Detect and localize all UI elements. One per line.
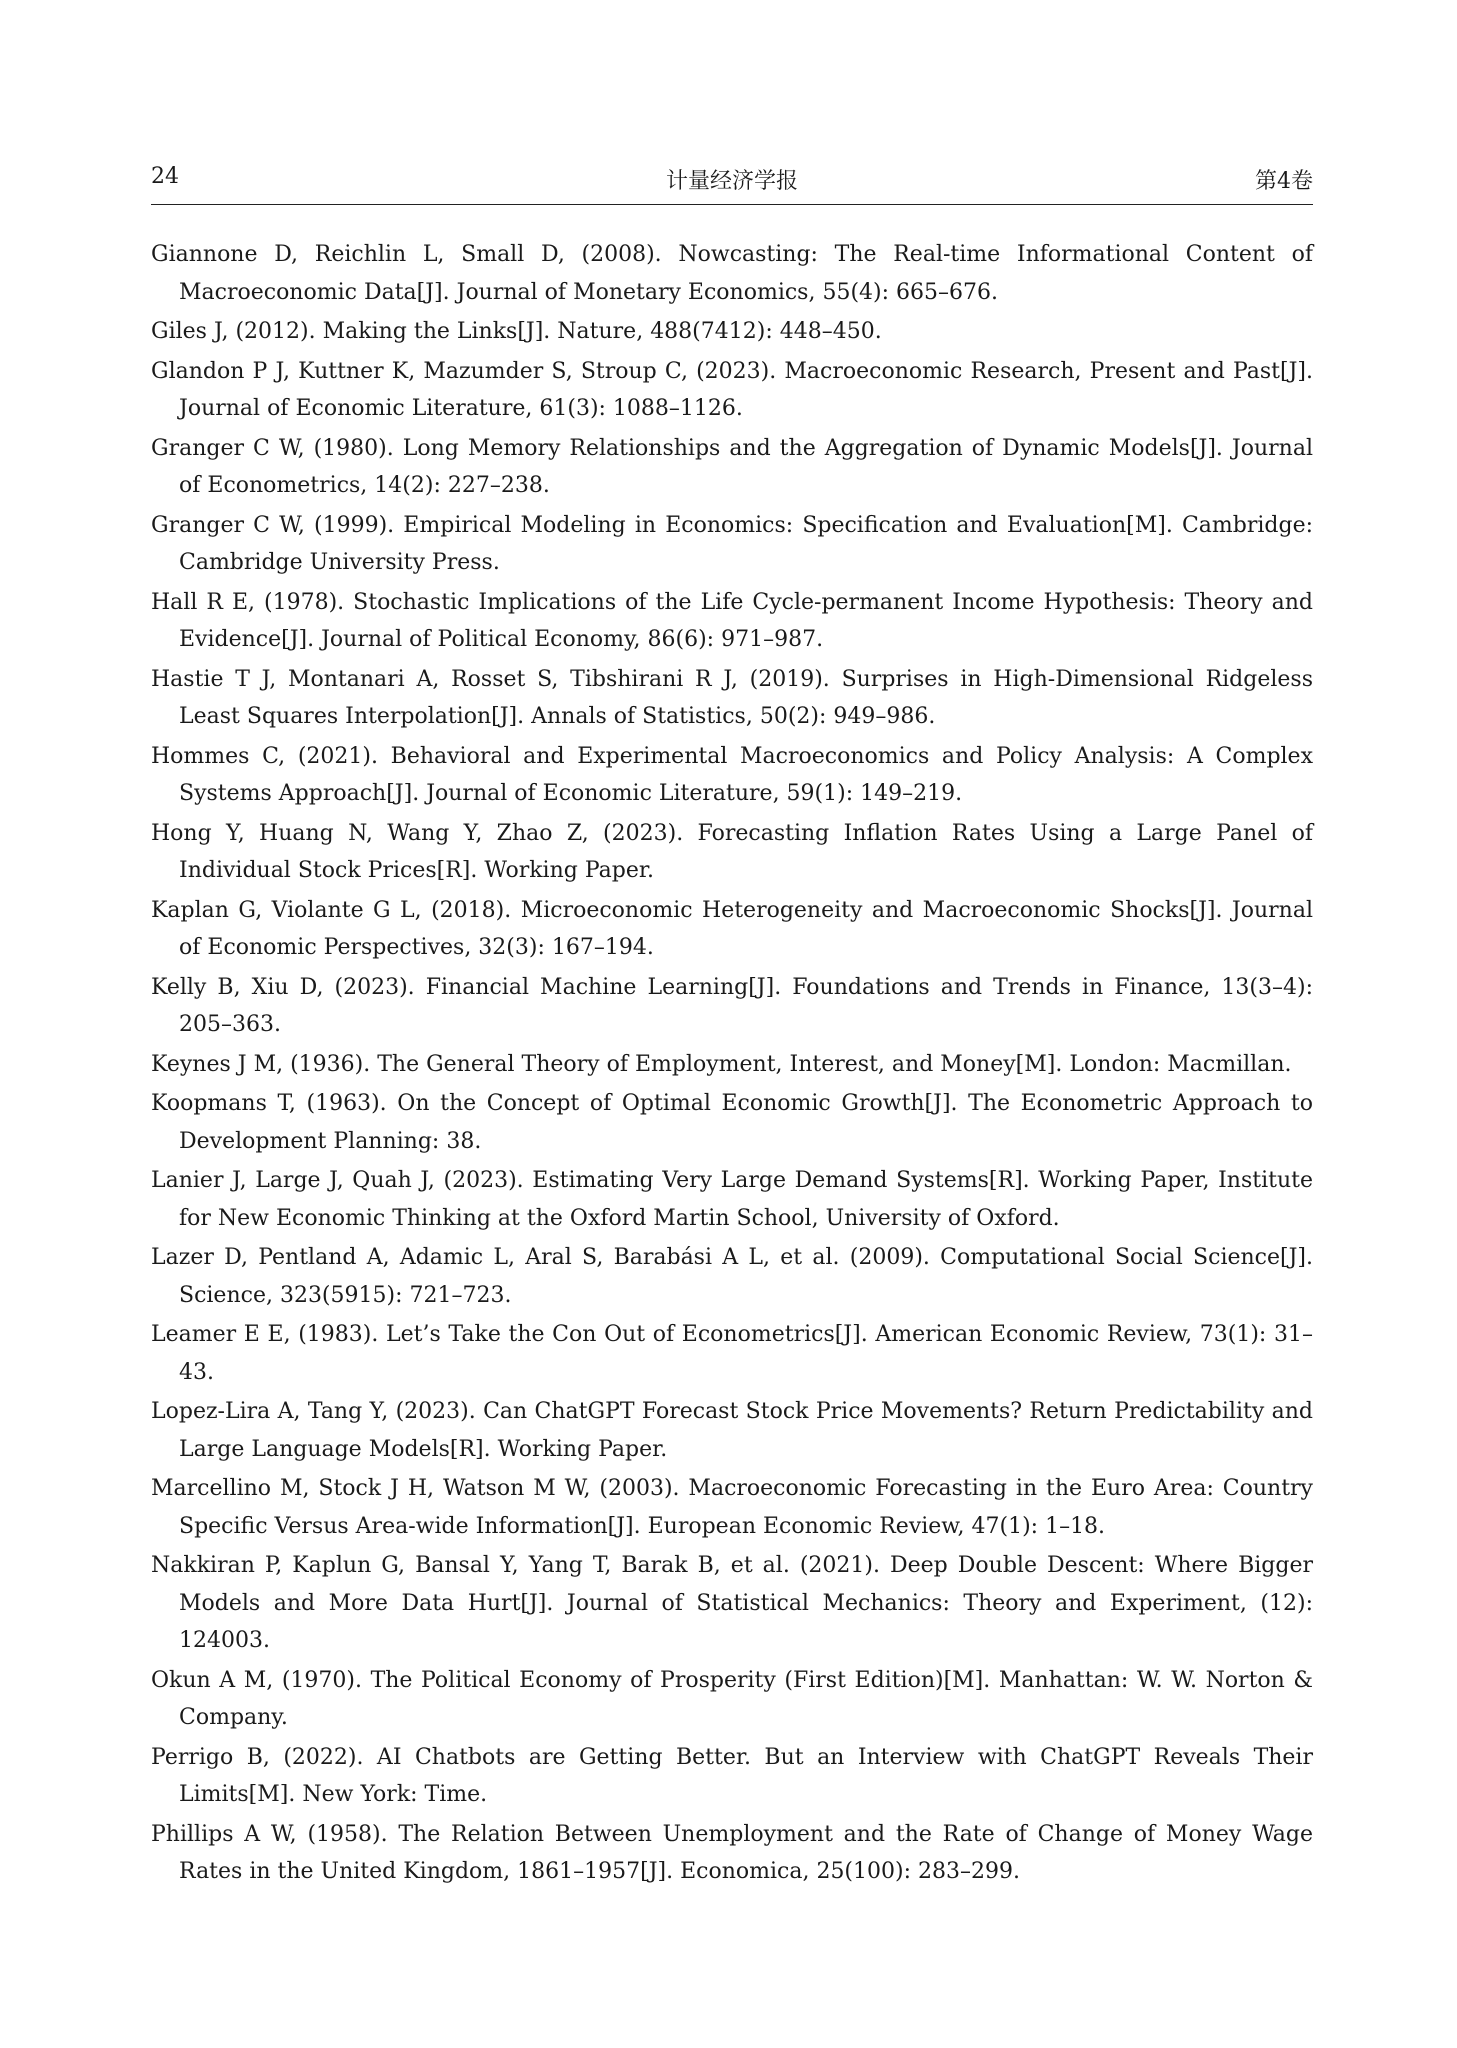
reference-item: Leamer E E, (1983). Let’s Take the Con Out of Econometrics[J]. American Economic Review, 73(1): 31–43. <box>151 1322 1313 1385</box>
reference-item: Lanier J, Large J, Quah J, (2023). Estimating Very Large Demand Systems[R]. Working Paper, Institute for New Economic Thinking at the Oxford Martin School, University of Oxford. <box>151 1168 1313 1231</box>
reference-item: Kelly B, Xiu D, (2023). Financial Machine Learning[J]. Foundations and Trends in Finance, 13(3–4): 205–363. <box>151 974 1313 1037</box>
reference-item: Nakkiran P, Kaplun G, Bansal Y, Yang T, Barak B, et al. (2021). Deep Double Descent: Where Bigger Models and More Data Hurt[J]. Journal of Statistical Mechanics: Theory and Experiment, (12): 124003. <box>151 1553 1313 1653</box>
reference-list <box>151 236 1313 1893</box>
reference-item: Perrigo B, (2022). AI Chatbots are Getting Better. But an Interview with ChatGPT Reveals Their Limits[M]. New York: Time. <box>151 1744 1313 1807</box>
page-header <box>151 160 1313 205</box>
reference-item: Kaplan G, Violante G L, (2018). Microeconomic Heterogeneity and Macroeconomic Shocks[J]. Journal of Economic Perspectives, 32(3): 167–194. <box>151 897 1313 960</box>
reference-item: Hall R E, (1978). Stochastic Implications of the Life Cycle-permanent Income Hypothesis: Theory and Evidence[J]. Journal of Political Economy, 86(6): 971–987. <box>151 589 1313 652</box>
reference-item: Lopez-Lira A, Tang Y, (2023). Can ChatGPT Forecast Stock Price Movements? Return Predictability and Large Language Models[R]. Working Paper. <box>151 1399 1313 1462</box>
reference-item: Koopmans T, (1963). On the Concept of Optimal Economic Growth[J]. The Econometric Approach to Development Planning: 38. <box>151 1091 1313 1154</box>
reference-item: Glandon P J, Kuttner K, Mazumder S, Stroup C, (2023). Macroeconomic Research, Present and Past[J]. Journal of Economic Literature, 61(3): 1088–1126. <box>151 358 1313 421</box>
reference-item: Hong Y, Huang N, Wang Y, Zhao Z, (2023). Forecasting Inflation Rates Using a Large Panel of Individual Stock Prices[R]. Working Paper. <box>151 820 1313 883</box>
reference-item: Giannone D, Reichlin L, Small D, (2008). Nowcasting: The Real-time Informational Content of Macroeconomic Data[J]. Journal of Monetary Economics, 55(4): 665–676. <box>151 242 1313 305</box>
reference-item: Granger C W, (1980). Long Memory Relationships and the Aggregation of Dynamic Models[J]. Journal of Econometrics, 14(2): 227–238. <box>151 435 1313 498</box>
reference-item: Hastie T J, Montanari A, Rosset S, Tibshirani R J, (2019). Surprises in High-Dimensional Ridgeless Least Squares Interpolation[J]. Annals of Statistics, 50(2): 949–986. <box>151 666 1313 729</box>
reference-item: Marcellino M, Stock J H, Watson M W, (2003). Macroeconomic Forecasting in the Euro Area: Country Specific Versus Area-wide Information[J]. European Economic Review, 47(1): 1–18. <box>151 1476 1313 1539</box>
reference-item: Granger C W, (1999). Empirical Modeling in Economics: Specification and Evaluation[M]. Cambridge: Cambridge University Press. <box>151 512 1313 575</box>
reference-item: Giles J, (2012). Making the Links[J]. Nature, 488(7412): 448–450. <box>151 319 882 344</box>
reference-item: Okun A M, (1970). The Political Economy of Prosperity (First Edition)[M]. Manhattan: W. W. Norton & Company. <box>151 1667 1313 1730</box>
reference-item: Keynes J M, (1936). The General Theory of Employment, Interest, and Money[M]. London: Macmillan. <box>151 1051 1292 1077</box>
journal-title: 计量经济学报 <box>665 169 798 194</box>
volume-label: 第4卷 <box>1255 169 1313 194</box>
reference-item: Phillips A W, (1958). The Relation Between Unemployment and the Rate of Change of Money Wage Rates in the United Kingdom, 1861–1957[J]. Economica, 25(100): 283–299. <box>151 1821 1313 1884</box>
reference-item: Hommes C, (2021). Behavioral and Experimental Macroeconomics and Policy Analysis: A Complex Systems Approach[J]. Journal of Economic Literature, 59(1): 149–219. <box>151 743 1313 806</box>
page-number: 24 <box>151 164 179 189</box>
reference-item: Lazer D, Pentland A, Adamic L, Aral S, Barabási A L, et al. (2009). Computational Social Science[J]. Science, 323(5915): 721–723. <box>151 1245 1313 1308</box>
